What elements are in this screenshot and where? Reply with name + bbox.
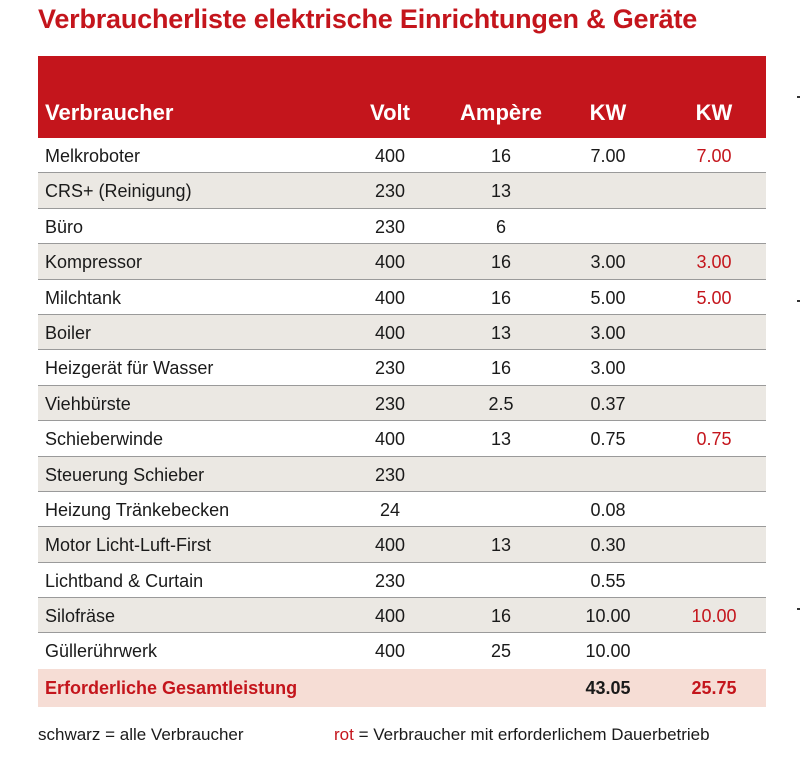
row-name: Boiler (45, 322, 92, 343)
legend-black-key: schwarz (38, 725, 101, 744)
row-kw: 0.75 (590, 429, 626, 450)
total-kw-continuous: 25.75 (691, 677, 737, 698)
row-volt: 400 (374, 252, 406, 273)
row-volt: 230 (374, 464, 406, 485)
row-volt: 400 (374, 535, 406, 556)
row-volt: 230 (374, 216, 406, 237)
row-ampere: 25 (490, 641, 512, 662)
column-header-name: Verbraucher (45, 100, 174, 125)
legend-black (38, 725, 244, 745)
table-row (38, 492, 766, 527)
row-kw: 7.00 (590, 146, 626, 166)
row-volt: 24 (379, 499, 401, 520)
row-kw-continuous: 3.00 (696, 252, 732, 273)
row-ampere: 16 (490, 252, 512, 273)
row-kw-continuous: 0.75 (696, 429, 732, 450)
row-name: Büro (45, 216, 84, 237)
total-row (38, 669, 766, 707)
table-header (38, 56, 766, 138)
row-name: Viehbürste (45, 393, 131, 414)
row-kw: 0.08 (590, 499, 626, 520)
row-name: Schieberwinde (45, 429, 164, 450)
table-row (38, 209, 766, 244)
table-row (38, 350, 766, 385)
table-row (38, 244, 766, 279)
legend-red (334, 725, 710, 745)
legend-red-text: = Verbraucher mit erforderlichem Dauerbetrieb (353, 725, 710, 744)
row-kw: 3.00 (590, 358, 626, 379)
legend-red-key: rot (334, 725, 354, 744)
row-volt: 400 (374, 287, 406, 308)
row-volt: 400 (374, 606, 406, 627)
table-row (38, 138, 766, 173)
table-row (38, 386, 766, 421)
row-kw: 0.37 (590, 393, 626, 414)
row-volt: 230 (374, 570, 406, 591)
table-row (38, 421, 766, 456)
row-kw: 10.00 (585, 606, 631, 627)
consumer-table (38, 56, 766, 707)
row-ampere: 16 (490, 146, 512, 166)
legend-black-text: = alle Verbraucher (100, 725, 244, 744)
row-volt: 400 (374, 146, 406, 166)
row-name: Güllerührwerk (45, 641, 158, 662)
row-name: Silofräse (45, 606, 116, 627)
table-row (38, 173, 766, 208)
row-name: Steuerung Schieber (45, 464, 205, 485)
row-volt: 400 (374, 429, 406, 450)
row-kw: 0.30 (590, 535, 626, 556)
row-ampere: 16 (490, 287, 512, 308)
row-name: Heizung Tränkebecken (45, 499, 230, 520)
row-volt: 230 (374, 181, 406, 202)
row-ampere: 13 (490, 181, 512, 202)
row-kw: 3.00 (590, 252, 626, 273)
table-row (38, 563, 766, 598)
row-kw: 0.55 (590, 570, 626, 591)
row-kw-continuous: 10.00 (691, 606, 737, 627)
total-label: Erforderliche Gesamtleistung (45, 677, 298, 698)
row-name: Lichtband & Curtain (45, 570, 204, 591)
table-row (38, 527, 766, 562)
table-row (38, 598, 766, 633)
row-volt: 230 (374, 358, 406, 379)
row-kw-continuous: 7.00 (696, 146, 732, 166)
row-ampere: 6 (495, 216, 506, 237)
row-volt: 230 (374, 393, 406, 414)
table-row (38, 315, 766, 350)
row-kw: 5.00 (590, 287, 626, 308)
row-name: Kompressor (45, 252, 143, 273)
row-ampere: 13 (490, 429, 512, 450)
row-name: Motor Licht-Luft-First (45, 535, 212, 556)
row-name: CRS+ (Reinigung) (45, 181, 192, 202)
row-ampere: 13 (490, 535, 512, 556)
column-header-volt: Volt (370, 100, 410, 125)
column-header-ampere: Ampère (460, 100, 542, 125)
row-ampere: 2.5 (488, 393, 514, 414)
row-name: Heizgerät für Wasser (45, 358, 214, 379)
table-row (38, 633, 766, 668)
row-kw-continuous: 5.00 (696, 287, 732, 308)
row-ampere: 16 (490, 606, 512, 627)
row-volt: 400 (374, 322, 406, 343)
row-name: Melkroboter (45, 146, 141, 166)
row-kw: 10.00 (585, 641, 631, 662)
row-kw: 3.00 (590, 322, 626, 343)
row-volt: 400 (374, 641, 406, 662)
page-title: Verbraucherliste elektrische Einrichtungen & Geräte (38, 4, 698, 34)
total-kw: 43.05 (585, 677, 631, 698)
table-row (38, 280, 766, 315)
row-name: Milchtank (45, 287, 122, 308)
row-ampere: 16 (490, 358, 512, 379)
column-header-kw: KW (589, 100, 627, 125)
column-header-kw-continuous: KW (695, 100, 733, 125)
table-row (38, 457, 766, 492)
row-ampere: 13 (490, 322, 512, 343)
